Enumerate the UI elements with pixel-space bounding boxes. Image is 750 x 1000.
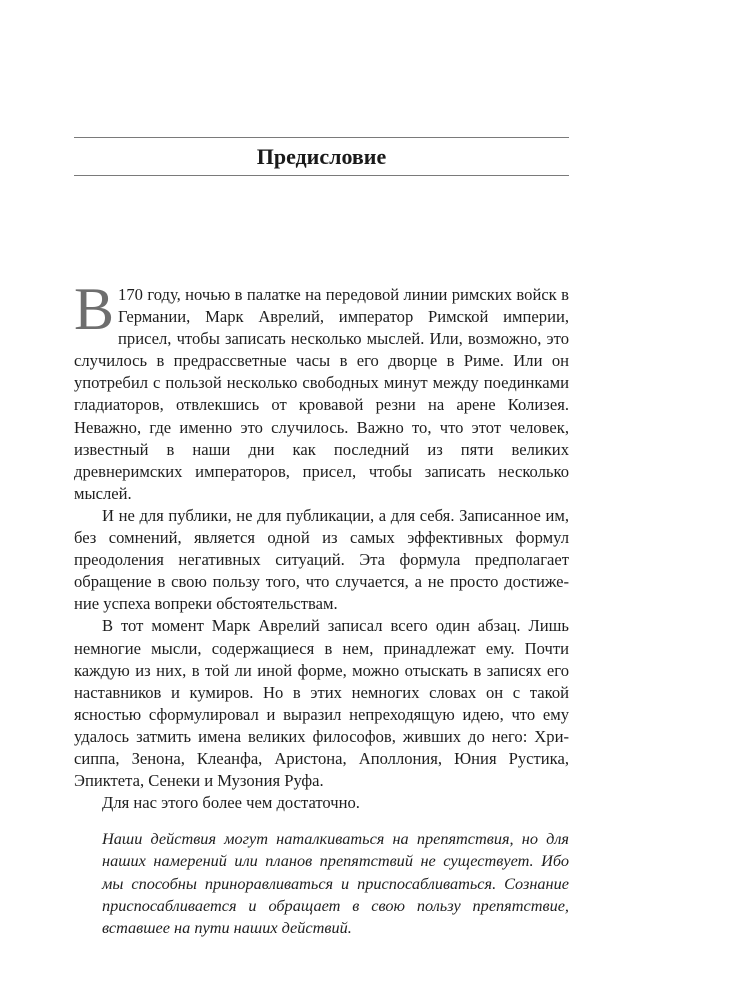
paragraph-1-text: 170 году, ночью в палатке на передовой линии римских войск в Германии, Марк Аврелий, император Римской империи, присел, чтобы записать несколько мыслей. Или, возможно, это случилось в предрассветные часы в его дворце в Риме. Или он употребил с пользой несколько свободных минут между поединками гладиаторов, отвлекшись от кровавой резни на арене Колизея. Неважно, где именно это случилось. Важно то, что этот человек, известный в наши дни как последний из пяти великих древнеримских императоров, присел, чтобы записать несколько мыслей. (74, 285, 569, 503)
paragraph-1 (74, 276, 569, 505)
title-bottom-rule (74, 175, 569, 176)
italic-quote: Наши действия могут наталкиваться на препятствия, но для наших намерений или планов препятствий не существует. Ибо мы способны приноравливаться и приспосабливаться. Сознание приспосабливается и обращает в свою пользу препятствие, вставшее на пути наших действий. (102, 829, 569, 938)
chapter-title: Предисловие (256, 144, 387, 169)
paragraph-4: Для нас этого более чем достаточно. (102, 793, 360, 813)
paragraph-2: И не для публики, не для публикации, а для себя. Записанное им, без сомнений, является одной из самых эффективных формул преодоления негативных ситуаций. Эта формула предполагает обращение в свою пользу того, что случается, а не просто достижение успеха вопреки обстоятельствам. (74, 505, 569, 614)
drop-cap: В (74, 276, 115, 342)
title-top-rule (74, 137, 569, 138)
paragraph-3: В тот момент Марк Аврелий записал всего один абзац. Лишь немногие мысли, содержащиеся в нем, принадлежат ему. Почти каждую из них, в той ли иной форме, можно отыскать в записях его наставников и кумиров. Но в этих немногих словах он с такой ясностью сформулировал и выразил непреходящую идею, что ему удалось затмить имена великих философов, живших до него: Хрисиппа, Зенона, Клеанфа, Аристона, Аполлония, Юния Рустика, Эпиктета, Сенеки и Музония Руфа. (74, 616, 569, 791)
body-text (74, 276, 569, 939)
